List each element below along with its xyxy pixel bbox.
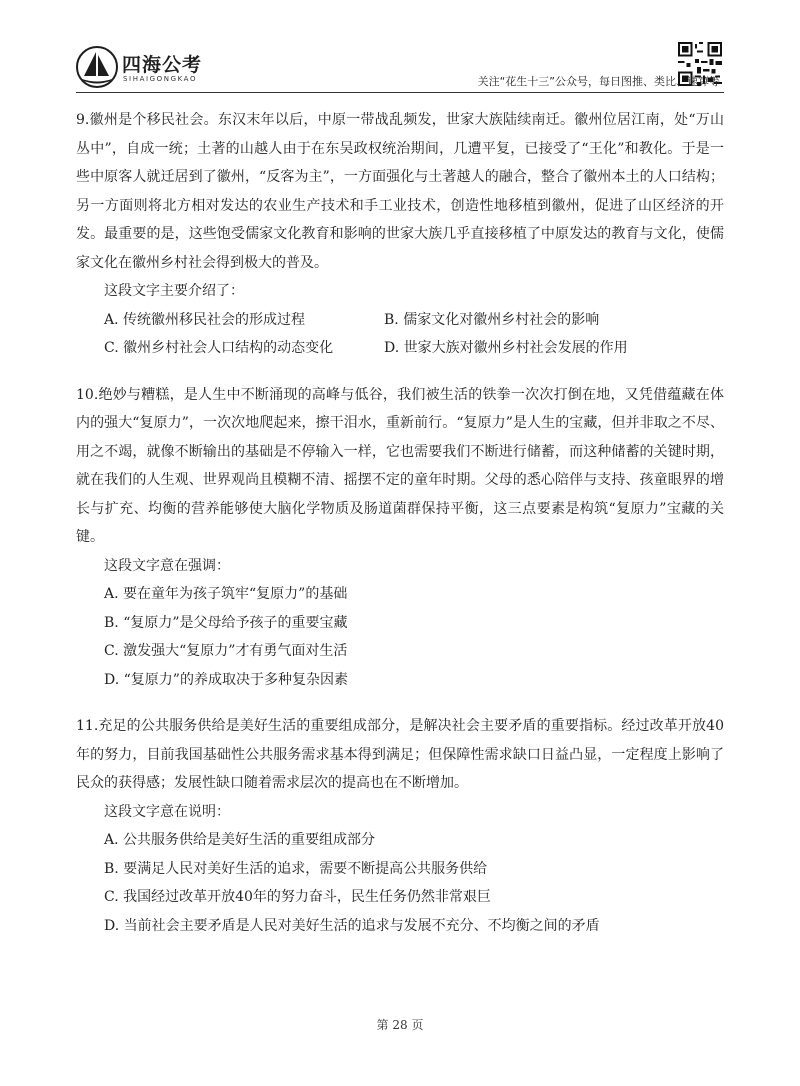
option-a[interactable]: A. 要在童年为孩子筑牢“复原力”的基础 (104, 586, 348, 602)
option-c[interactable]: C. 徽州乡村社会人口结构的动态变化 (104, 340, 334, 356)
header-slogan: 关注“花生十三”公众号，每日图推、类比、速算等 (477, 75, 720, 88)
question-number: 11. (76, 718, 99, 734)
brand-logo (76, 46, 246, 92)
question-stem (76, 381, 724, 552)
option-d[interactable]: D. 当前社会主要矛盾是人民对美好生活的追求与发展不充分、不均衡之间的矛盾 (104, 917, 600, 934)
option-b[interactable]: B. 要满足人民对美好生活的追求，需要不断提高公共服务供给 (104, 860, 488, 877)
question-9 (76, 106, 724, 363)
page-number: 第 28 页 (376, 1018, 424, 1032)
question-list (76, 106, 724, 940)
option-a[interactable]: A. 公共服务供给是美好生活的重要组成部分 (104, 832, 376, 848)
sailboat-logo-icon (76, 46, 118, 88)
question-number: 9. (76, 112, 90, 128)
options-list (76, 306, 724, 363)
question-stem (76, 712, 724, 798)
option-a[interactable]: A. 传统徽州移民社会的形成过程 (104, 311, 306, 328)
option-c[interactable]: C. 激发强大“复原力”才有勇气面对生活 (104, 643, 348, 659)
option-b[interactable]: B. “复原力”是父母给予孩子的重要宝藏 (104, 614, 348, 631)
question-text: 徽州是个移民社会。东汉末年以后，中原一带战乱频发，世家大族陆续南迁。徽州位居江南，处“万山丛中”，自成一统；土著的山越人由于在东吴政权统治期间，几遭平复，已接受了“王化”和教化。于是一些中原客人就迁居到了徽州，“反客为主”，一方面强化与土著越人的融合，整合了徽州本土的人口结构；另一方面则将北方相对发达的农业生产技术和手工业技术，创造性地移植到徽州，促进了山区经济的开发。最重要的是，这些饱受儒家文化教育和影响的世家大族几乎直接移植了中原发达的教育与文化，使儒家文化在徽州乡村社会得到极大的普及。 (76, 112, 724, 271)
question-text: 绝妙与糟糕，是人生中不断涌现的高峰与低谷，我们被生活的铁拳一次次打倒在地，又凭借蕴藏在体内的强大“复原力”，一次次地爬起来，擦干泪水，重新前行。“复原力”是人生的宝藏，但并非取之不尽、用之不竭，就像不断输出的基础是不停输入一样，它也需要我们不断进行储蓄，而这种储蓄的关键时期，就在我们的人生观、世界观尚且模糊不清、摇摆不定的童年时期。父母的悉心陪伴与支持、孩童眼界的增长与扩充、均衡的营养能够使大脑化学物质及肠道菌群保持平衡，这三点要素是构筑“复原力”宝藏的关键。 (76, 386, 724, 545)
option-d[interactable]: D. 世家大族对徽州乡村社会发展的作用 (384, 340, 628, 356)
question-10 (76, 381, 724, 695)
question-11 (76, 712, 724, 940)
header-divider (76, 92, 724, 93)
option-c[interactable]: C. 我国经过改革开放40年的努力奋斗，民生任务仍然非常艰巨 (104, 889, 491, 905)
option-d[interactable]: D. “复原力”的养成取决于多种复杂因素 (104, 671, 348, 688)
page-header (0, 0, 800, 100)
question-stem (76, 106, 724, 277)
question-prompt: 这段文字主要介绍了： (104, 283, 244, 299)
logo-title: 四海公考 (122, 54, 203, 76)
question-text: 充足的公共服务供给是美好生活的重要组成部分，是解决社会主要矛盾的重要指标。经过改革开放40年的努力，目前我国基础性公共服务需求基本得到满足；但保障性需求缺口日益凸显，一定程度上影响了民众的获得感；发展性缺口随着需求层次的提高也在不断增加。 (76, 718, 724, 791)
question-number: 10. (76, 386, 99, 403)
question-prompt: 这段文字意在说明： (104, 803, 230, 820)
logo-subtitle: SIHAIGONGKAO (123, 75, 198, 83)
option-b[interactable]: B. 儒家文化对徽州乡村社会的影响 (384, 311, 600, 328)
question-prompt: 这段文字意在强调： (104, 557, 230, 574)
